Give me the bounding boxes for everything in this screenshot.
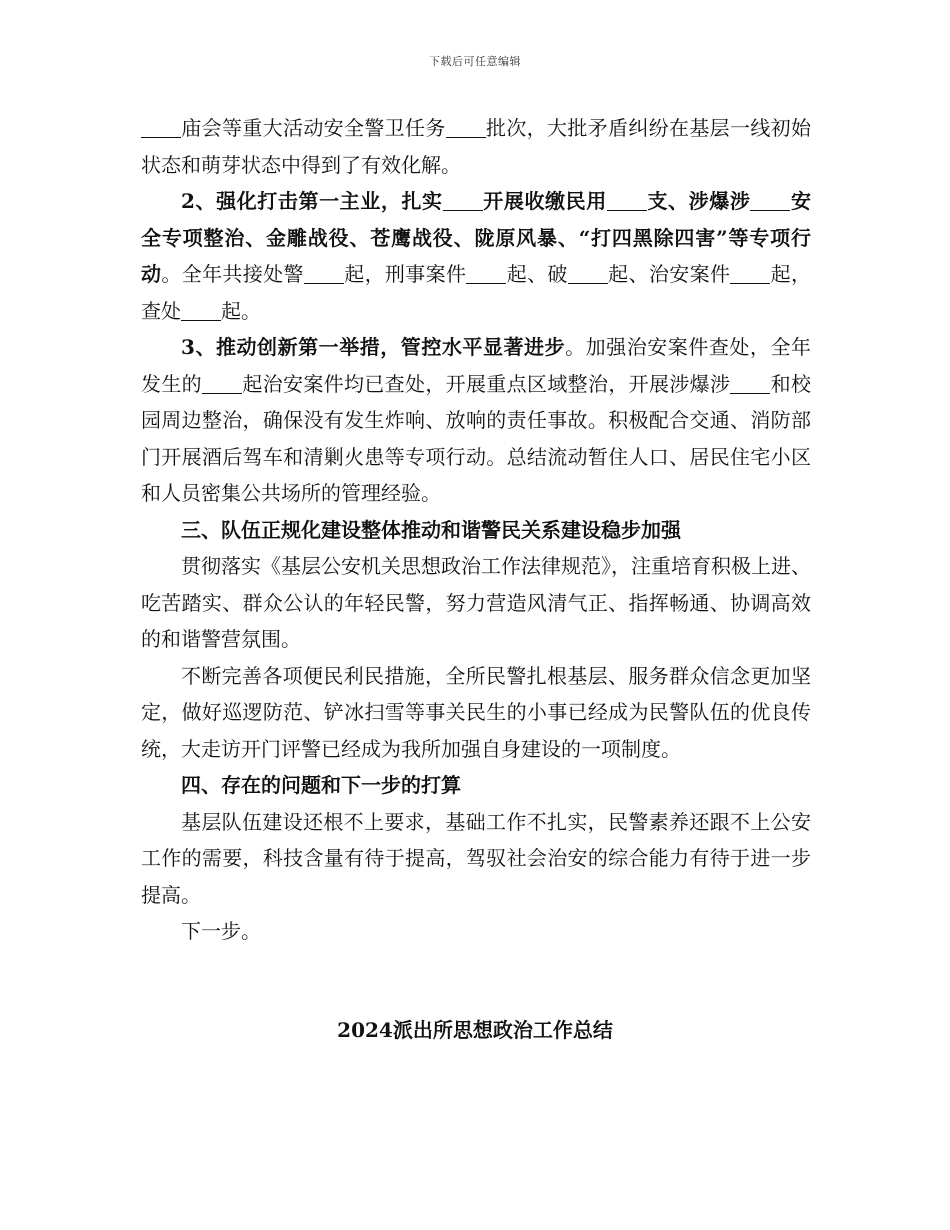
document-title: 2024派出所思想政治工作总结 bbox=[337, 1018, 613, 1042]
blank-line bbox=[730, 262, 770, 284]
section-heading-3: 三、队伍正规化建设整体推动和谐警民关系建设稳步加强 bbox=[181, 517, 681, 542]
blank-line bbox=[202, 372, 242, 394]
paragraph-1: 庙会等重大活动安全警卫任务 批次，大批矛盾纠纷在基层一线初始状态和萌芽状态中得到了有效化解。 bbox=[141, 116, 812, 177]
paragraph-2: 2、强化打击第一主业，扎实 开展收缴民用 支、涉爆涉 安全专项整治、金雕战役、苍鹰战役、陇原风暴、“打四黑除四害”等专项行动。全年共接处警 起，刑事案件 起、破 起、治安案件 起，查处 起。 bbox=[141, 189, 812, 323]
blank-line bbox=[181, 299, 221, 321]
paragraph-5: 不断完善各项便民利民措施，全所民警扎根基层、服务群众信念更加坚定，做好巡逻防范、铲冰扫雪等事关民生的小事已经成为民警队伍的优良传统，大走访开门评警已经成为我所加强自身建设的一项制度。 bbox=[141, 663, 811, 761]
blank-line bbox=[141, 116, 181, 138]
blank-line bbox=[568, 262, 608, 284]
paragraph-4: 贯彻落实《基层公安机关思想政治工作法律规范》，注重培育积极上进、吃苦踏实、群众公认的年轻民警，努力营造风清气正、指挥畅通、协调高效的和谐警营氛围。 bbox=[141, 554, 811, 651]
blank-line bbox=[607, 189, 647, 211]
paragraph-3: 3、推动创新第一举措，管控水平显著进步。加强治安案件查处，全年发生的 起治安案件均已查处，开展重点区域整治，开展涉爆涉 和校园周边整治，确保没有发生炸响、放响的责任事故。积极配合交通、消防部门开展酒后驾车和清剿火患等专项行动。总结流动暂住人口、居民住宅小区和人员密集公共场所的管理经验。 bbox=[141, 335, 812, 505]
paragraph-6: 基层队伍建设还根不上要求，基础工作不扎实，民警素养还跟不上公安工作的需要，科技含量有待于提高，驾驭社会治安的综合能力有待于进一步提高。 bbox=[141, 809, 811, 907]
blank-line bbox=[730, 372, 770, 394]
paragraph-7: 下一步。 bbox=[181, 919, 261, 943]
blank-line bbox=[466, 262, 506, 284]
blank-line bbox=[443, 189, 483, 211]
document-body bbox=[141, 110, 811, 950]
blank-line bbox=[446, 116, 486, 138]
section-heading-4: 四、存在的问题和下一步的打算 bbox=[181, 773, 461, 797]
blank-line bbox=[750, 189, 790, 211]
page-header: 下载后可任意编辑 bbox=[429, 55, 521, 68]
blank-line bbox=[304, 262, 344, 284]
